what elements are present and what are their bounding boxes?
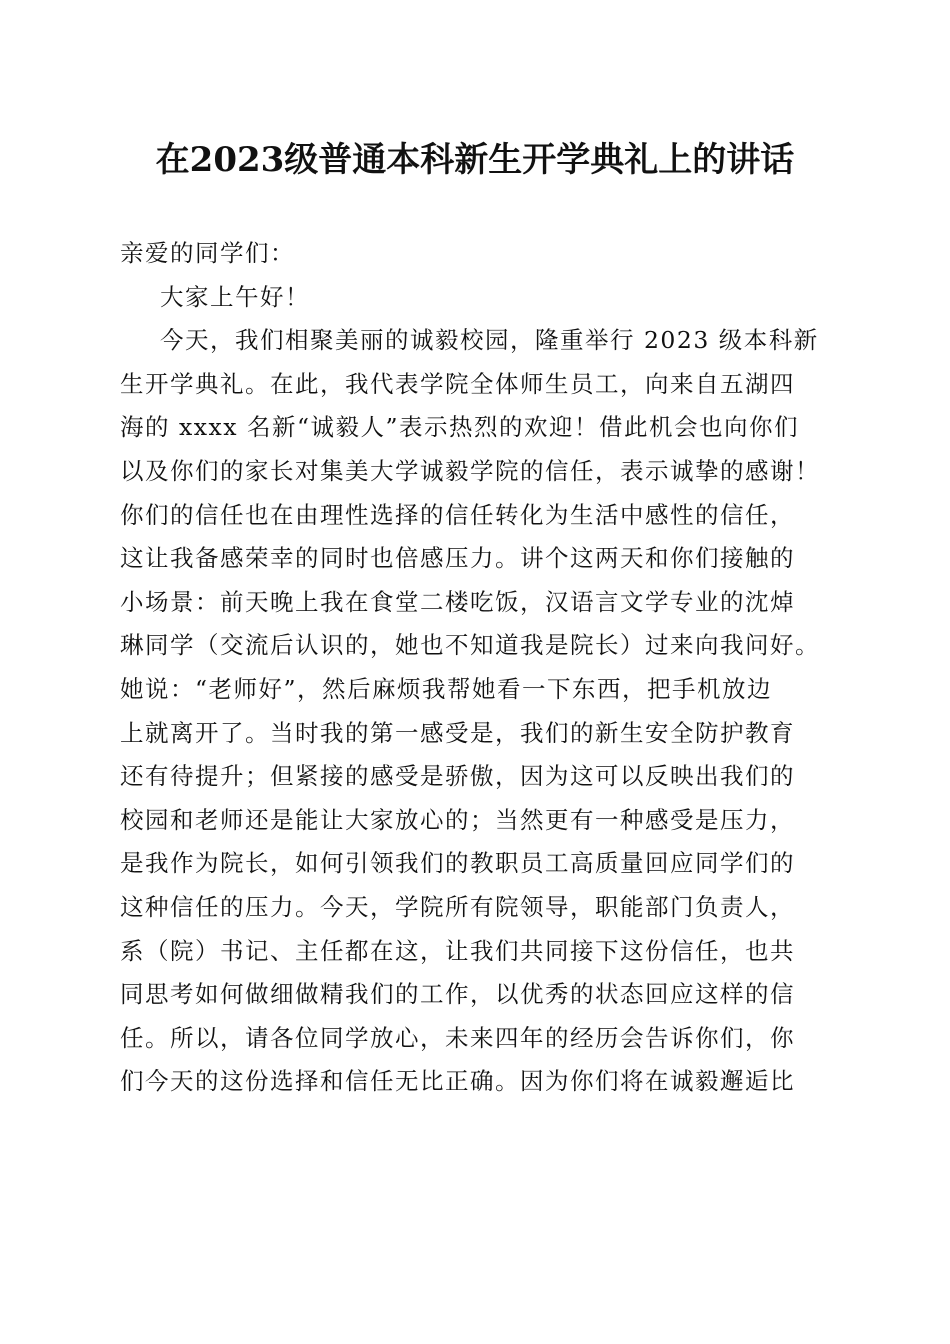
greeting-line: 大家上午好！ (160, 282, 310, 311)
paragraph-line: 同思考如何做细做精我们的工作，以优秀的状态回应这样的信 (120, 980, 795, 1009)
paragraph-line: 这让我备感荣幸的同时也倍感压力。讲个这两天和你们接触的 (120, 544, 795, 573)
paragraph-line: 琳同学（交流后认识的，她也不知道我是院长）过来向我问好。 (120, 631, 820, 660)
paragraph-line: 上就离开了。当时我的第一感受是，我们的新生安全防护教育 (120, 718, 795, 747)
paragraph-line: 校园和老师还是能让大家放心的；当然更有一种感受是压力， (120, 805, 795, 834)
paragraph-line: 是我作为院长，如何引领我们的教职员工高质量回应同学们的 (120, 849, 795, 878)
paragraph-line: 你们的信任也在由理性选择的信任转化为生活中感性的信任， (120, 500, 795, 529)
paragraph-line: 生开学典礼。在此，我代表学院全体师生员工，向来自五湖四 (120, 369, 795, 398)
paragraph-line: 海的 xxxx 名新“诚毅人”表示热烈的欢迎！借此机会也向你们 (120, 413, 799, 442)
paragraph-line: 任。所以，请各位同学放心，未来四年的经历会告诉你们，你 (120, 1023, 795, 1052)
paragraph-line: 这种信任的压力。今天，学院所有院领导，职能部门负责人， (120, 892, 795, 921)
paragraph-line: 还有待提升；但紧接的感受是骄傲，因为这可以反映出我们的 (120, 762, 795, 791)
paragraph-line: 小场景：前天晚上我在食堂二楼吃饭，汉语言文学专业的沈焯 (120, 587, 795, 616)
paragraph-line: 以及你们的家长对集美大学诚毅学院的信任，表示诚挚的感谢！ (120, 456, 820, 485)
document-body (120, 232, 840, 1104)
document-title: 在2023级普通本科新生开学典礼上的讲话 (155, 140, 795, 180)
paragraph-line: 她说：“老师好”，然后麻烦我帮她看一下东西，把手机放边 (120, 674, 773, 703)
salutation: 亲爱的同学们： (120, 239, 295, 267)
paragraph-line: 今天，我们相聚美丽的诚毅校园，隆重举行 2023 级本科新 (160, 326, 819, 355)
paragraph-line: 系（院）书记、主任都在这，让我们共同接下这份信任，也共 (120, 936, 795, 965)
paragraph-line: 们今天的这份选择和信任无比正确。因为你们将在诚毅邂逅比 (120, 1067, 795, 1096)
